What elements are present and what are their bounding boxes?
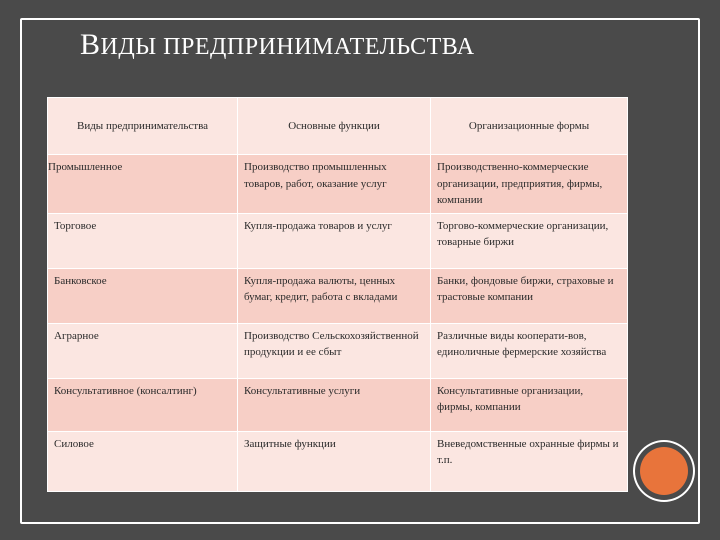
- cell-type: Банковское: [48, 268, 238, 323]
- cell-forms: Банки, фондовые биржи, страховые и трастовые компании: [431, 268, 628, 323]
- cell-forms: Вневедомственные охранные фирмы и т.п.: [431, 431, 628, 492]
- cell-type: Промышленное: [48, 155, 238, 214]
- cell-type: Аграрное: [48, 323, 238, 378]
- cell-type: Силовое: [48, 431, 238, 492]
- cell-forms: Консультативные организации, фирмы, компании: [431, 378, 628, 431]
- table-row: [48, 268, 628, 323]
- table-row: [48, 213, 628, 268]
- cell-functions: Производство промышленных товаров, работ, оказание услуг: [238, 155, 431, 214]
- cell-functions: Купля-продажа валюты, ценных бумаг, кредит, работа с вкладами: [238, 268, 431, 323]
- cell-forms: Производственно-коммерческие организации, предприятия, фирмы, компании: [431, 155, 628, 214]
- cell-type: Консультативное (консалтинг): [48, 378, 238, 431]
- cell-forms: Различные виды кооперати-вов, единоличные фермерские хозяйства: [431, 323, 628, 378]
- cell-functions: Производство Сельскохозяйственной продукции и ее сбыт: [238, 323, 431, 378]
- title-first-letter: В: [80, 28, 101, 61]
- slide-title: [80, 28, 475, 62]
- entrepreneurship-table: [47, 97, 628, 492]
- cell-type: Торговое: [48, 213, 238, 268]
- title-rest: ИДЫ ПРЕДПРИНИМАТЕЛЬСТВА: [100, 34, 475, 60]
- cell-forms: Торгово-коммерческие организации, товарные биржи: [431, 213, 628, 268]
- cell-functions: Защитные функции: [238, 431, 431, 492]
- table-row: [48, 323, 628, 378]
- header-functions: Основные функции: [238, 98, 431, 155]
- header-types: Виды предпринимательства: [48, 98, 238, 155]
- table-row: [48, 431, 628, 492]
- decorative-circle: [640, 447, 688, 495]
- entrepreneurship-table-container: [47, 97, 627, 492]
- cell-functions: Купля-продажа товаров и услуг: [238, 213, 431, 268]
- cell-functions: Консультативные услуги: [238, 378, 431, 431]
- table-row: [48, 155, 628, 214]
- table-header-row: [48, 98, 628, 155]
- table-row: [48, 378, 628, 431]
- header-forms: Организационные формы: [431, 98, 628, 155]
